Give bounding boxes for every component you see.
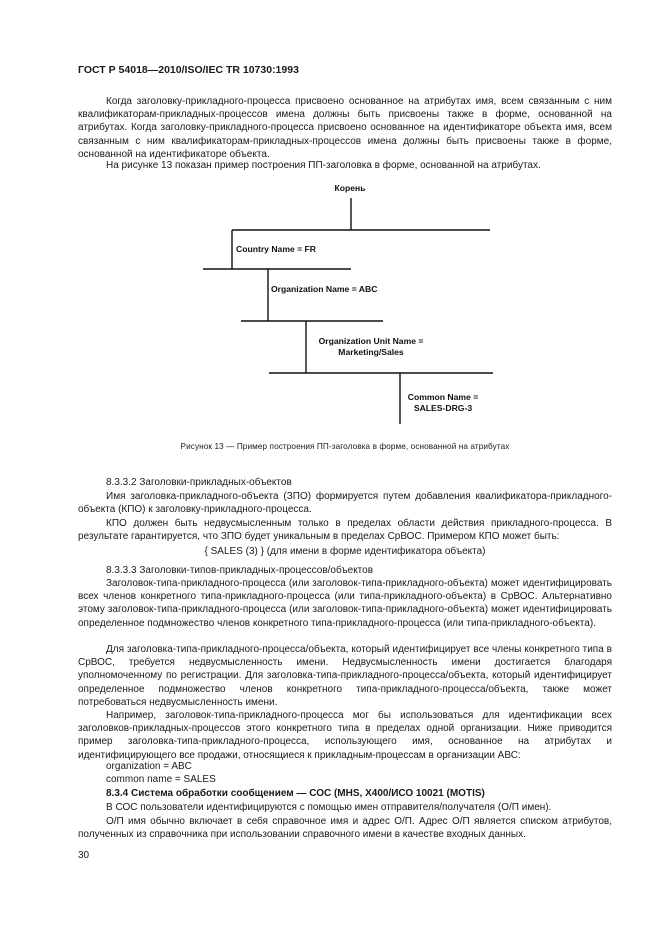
section-8332-paragraph-2: КПО должен быть недвусмысленным только в пределах области действия прикладного-процесса. В результате гарантируется, что ЗПО будет уникальным в пределах СрВОС. Примером КПО может быть: bbox=[78, 518, 612, 543]
node-organization: Organization Name = ABC bbox=[271, 284, 378, 294]
node-org-unit-line1: Organization Unit Name = bbox=[318, 336, 424, 346]
node-common-line2: SALES-DRG-3 bbox=[413, 403, 473, 413]
figure-caption: Рисунок 13 — Пример построения ПП-заголовка в форме, основанной на атрибутах bbox=[180, 442, 510, 451]
tree-figure bbox=[0, 178, 661, 438]
section-8333-paragraph-2: Для заголовка-типа-прикладного-процесса/объекта, который идентифицирует все члены конкретного типа в СрВОС, требуется недвусмысленность имени. Недвусмысленность имени достигается благодаря уполномоченному по регистрации. Для заголовка-типа-прикладного-процесса/объекта, который идентифицирует определенное подмножество членов конкретного типа-прикладного-процесса/объекта, также может потребоваться недвусмысленность имени. bbox=[78, 644, 612, 708]
node-root: Корень bbox=[334, 183, 366, 193]
attribute-common-name: common name = SALES bbox=[106, 774, 216, 785]
intro-paragraph-2: На рисунке 13 показан пример построения ПП-заголовка в форме, основанной на атрибутах. bbox=[106, 160, 541, 171]
intro-paragraph-1: Когда заголовку-прикладного-процесса присвоено основанное на атрибутах имя, всем связанным с ним квалификаторам-прикладных-процессов имена должны быть присвоены также в форме, основанной на атрибутах. Когда заголовку-прикладного-процесса присвоено основанное на идентификаторе объекта имя, всем связанным с ним квалификаторам-прикладных-процессов имена должны быть присвоены также в форме, основанной на идентификаторе объекта. bbox=[78, 96, 612, 160]
section-8333-paragraph-1: Заголовок-типа-прикладного-процесса (или заголовок-типа-прикладного-объекта) может идентифицировать всех членов конкретного типа-прикладного-процесса (или типа-прикладного-объекта) в СрВОС. Альтернативно этому заголовок-типа-прикладного-процесса (или заголовок-типа-прикладного-объекта) может идентифицировать определенное подмножество членов конкретного типа-прикладного-процесса (или типа-прикладного-объекта). bbox=[78, 578, 612, 629]
section-8333-paragraph-3: Например, заголовок-типа-прикладного-процесса мог бы использоваться для идентификации всех заголовков-прикладных-процессов этого конкретного типа в пределах одной организации. Ниже приводится пример заголовка-типа-прикладного-процесса, использующего имя, основанное на атрибутах и идентифицирующего все продажи, относящиеся к прикладным-процессам в организации АВС: bbox=[78, 710, 612, 761]
section-8332-paragraph-1: Имя заголовка-прикладного-объекта (ЗПО) формируется путем добавления квалификатора-прикладного-объекта (КПО) к заголовку-прикладного-процесса. bbox=[78, 491, 612, 516]
attribute-organization: organization = ABC bbox=[106, 761, 192, 772]
running-header: ГОСТ Р 54018—2010/ISO/IEC TR 10730:1993 bbox=[78, 64, 299, 76]
section-834-paragraph-2: О/П имя обычно включает в себя справочное имя и адрес О/П. Адрес О/П является списком атрибутов, полученных из справочника при использовании справочного имени в качестве входных данных. bbox=[78, 816, 612, 841]
section-8332-example: { SALES (3) } (для имени в форме идентификатора объекта) bbox=[204, 546, 486, 557]
node-country: Country Name = FR bbox=[236, 244, 316, 254]
page-number: 30 bbox=[78, 850, 90, 861]
section-8333-title: 8.3.3.3 Заголовки-типов-прикладных-процессов/объектов bbox=[106, 565, 374, 576]
section-8332-title: 8.3.3.2 Заголовки-прикладных-объектов bbox=[106, 477, 292, 488]
section-834-title: 8.3.4 Система обработки сообщением — СОС (MHS, X400/ИСО 10021 (MOTIS) bbox=[106, 788, 485, 799]
node-org-unit-line2: Marketing/Sales bbox=[338, 347, 404, 357]
node-common-line1: Common Name = bbox=[407, 392, 479, 402]
section-834-paragraph-1: В СОС пользователи идентифицируются с помощью имен отправителя/получателя (О/П имен). bbox=[106, 802, 552, 813]
